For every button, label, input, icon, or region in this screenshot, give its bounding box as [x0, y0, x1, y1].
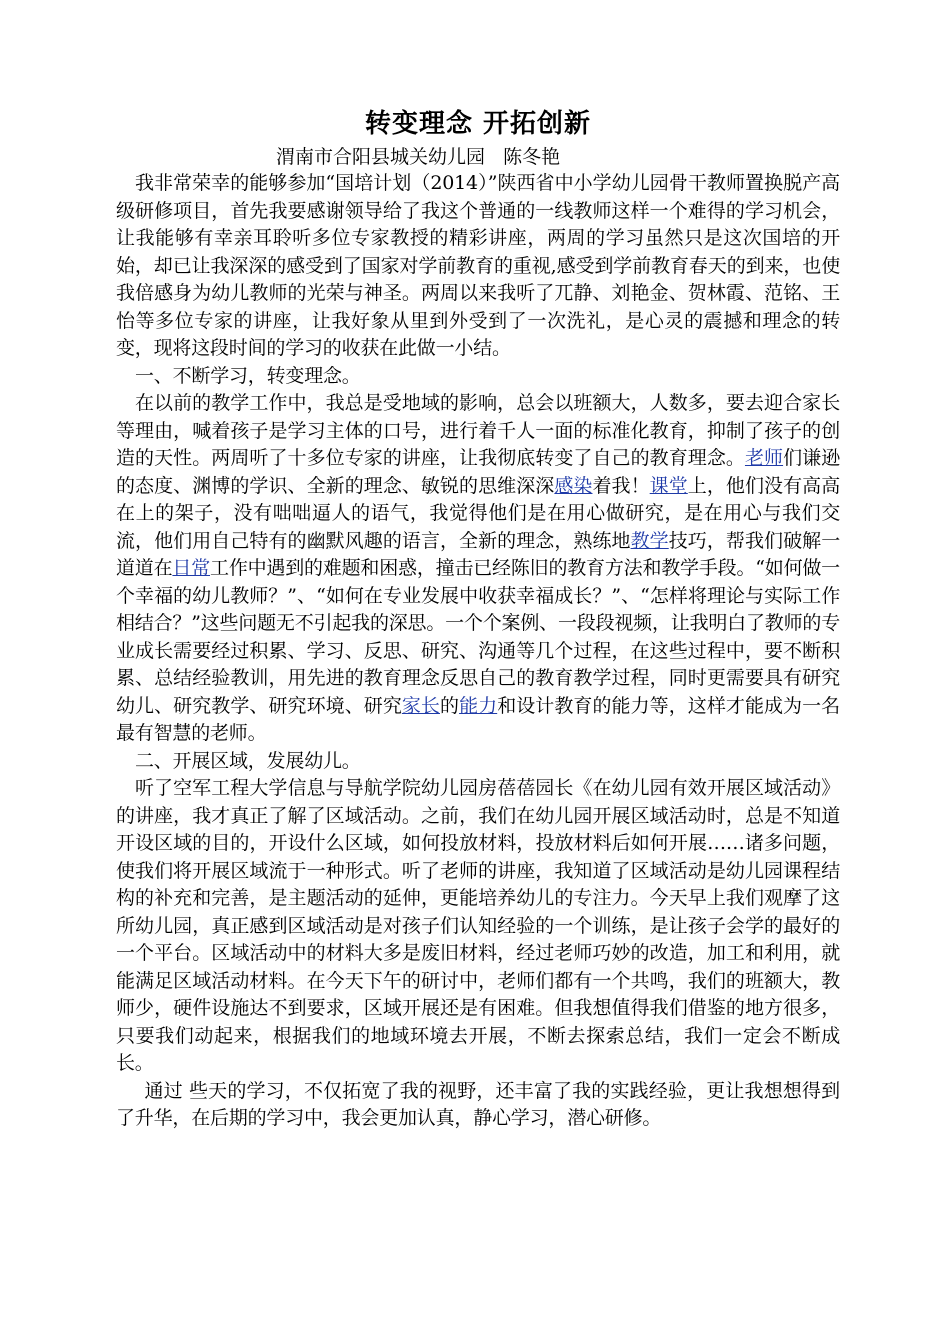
document-title: 转变理念 开拓创新 [364, 109, 592, 139]
link-jiazhang[interactable]: 家长 [401, 694, 440, 717]
document-page [116, 104, 840, 1133]
link-laoshi[interactable]: 老师 [744, 447, 784, 469]
section-1-text-c: 着我！ [592, 474, 650, 497]
link-ketang[interactable]: 课堂 [649, 474, 688, 497]
section-2-paragraph: 听了空军工程大学信息与导航学院幼儿园房蓓蓓园长《在幼儿园有效开展区域活动》的讲座，我才真正了解了区域活动。之前，我们在幼儿园开展区域活动时，总是不知道开设区域的目的，开设什么区域，如何投放材料，投放材料后如何开展……诸多问题，使我们将开展区域流于一种形式。听了老师的讲座，我知道了区域活动是幼儿园课程结构的补充和完善，是主题活动的延伸，更能培养幼儿的专注力。今天早上我们观摩了这所幼儿园，真正感到区域活动是对孩子们认知经验的一个训练，是让孩子会学的最好的一个平台。区域活动中的材料大多是废旧材料，经过老师巧妙的改造，加工和利用，就能满足区域活动材料。在今天下午的研讨中，老师们都有一个共鸣，我们的班额大，教师少，硬件设施达不到要求，区域开展还是有困难。但我想值得我们借鉴的地方很多，只要我们动起来，根据我们的地域环境去开展，不断去探索总结，我们一定会不断成长。 [116, 777, 840, 1074]
link-jiaoxue[interactable]: 教学 [630, 529, 669, 552]
section-2-heading: 二、开展区域，发展幼儿。 [135, 749, 361, 772]
section-1-text-h: 和设计教育的能力等，这样才能成为一名最有智慧的老师。 [116, 694, 840, 744]
section-1-heading: 一、不断学习，转变理念。 [135, 364, 361, 387]
author-line: 渭南市合阳县城关幼儿园 陈冬艳 [276, 146, 561, 168]
link-richang[interactable]: 日常 [172, 557, 211, 579]
section-1-text-f: 工作中遇到的难题和困惑，撞击已经陈旧的教育方法和教学手段。“如何做一个幸福的幼儿教师？”、“如何在专业发展中收获幸福成长？”、“怎样将理论与实际工作相结合？”这些问题无不引起我的深思。一个个案例、一段段视频，让我明白了教师的专业成长需要经过积累、学习、反思、研究、沟通等几个过程，在这些过程中，要不断积累、总结经验教训，用先进的教育理念反思自己的教育教学过程，同时更需要具有研究幼儿、研究教学、研究环境、研究 [116, 557, 840, 717]
section-1-text-d: 上，他们没有高高在上的架子，没有咄咄逼人的语气，我觉得他们是在用心做研究，是在用心与我们交流，他们用自己特有的幽默风趣的语言，全新的理念，熟练地 [116, 474, 841, 552]
section-1-paragraph [116, 390, 840, 748]
section-1-text-b: 们谦逊的态度、渊博的学识、全新的理念、敏锐的思维深深 [116, 447, 840, 497]
section-1-text-e: 技巧，帮我们破解一道道在 [116, 529, 840, 579]
closing-paragraph: 通过 些天的学习，不仅拓宽了我的视野，还丰富了我的实践经验，更让我想想得到了升华，在后期的学习中，我会更加认真，静心学习，潜心研修。 [116, 1079, 840, 1129]
section-1-text-g: 的 [440, 694, 460, 717]
link-ganran[interactable]: 感染 [554, 474, 593, 497]
intro-paragraph: 我非常荣幸的能够参加“国培计划（2014）”陕西省中小学幼儿园骨干教师置换脱产高级研修项目，首先我要感谢领导给了我这个普通的一线教师这样一个难得的学习机会，让我能够有幸亲耳聆听多位专家教授的精彩讲座，两周的学习虽然只是这次国培的开始，却已让我深深的感受到了国家对学前教育的重视,感受到学前教育春天的到来，也使我倍感身为幼儿教师的光荣与神圣。两周以来我听了兀静、刘艳金、贺林霞、范铭、王怡等多位专家的讲座，让我好象从里到外受到了一次洗礼，是心灵的震撼和理念的转变，现将这段时间的学习的收获在此做一小结。 [116, 172, 840, 359]
section-1-text-a: 在以前的教学工作中，我总是受地域的影响，总会以班额大，人数多，要去迎合家长等理由，喊着孩子是学习主体的口号，进行着千人一面的标准化教育，抑制了孩子的创造的天性。两周听了十多位专家的讲座，让我彻底转变了自己的教育理念。 [116, 392, 840, 469]
link-nengli[interactable]: 能力 [459, 694, 498, 717]
